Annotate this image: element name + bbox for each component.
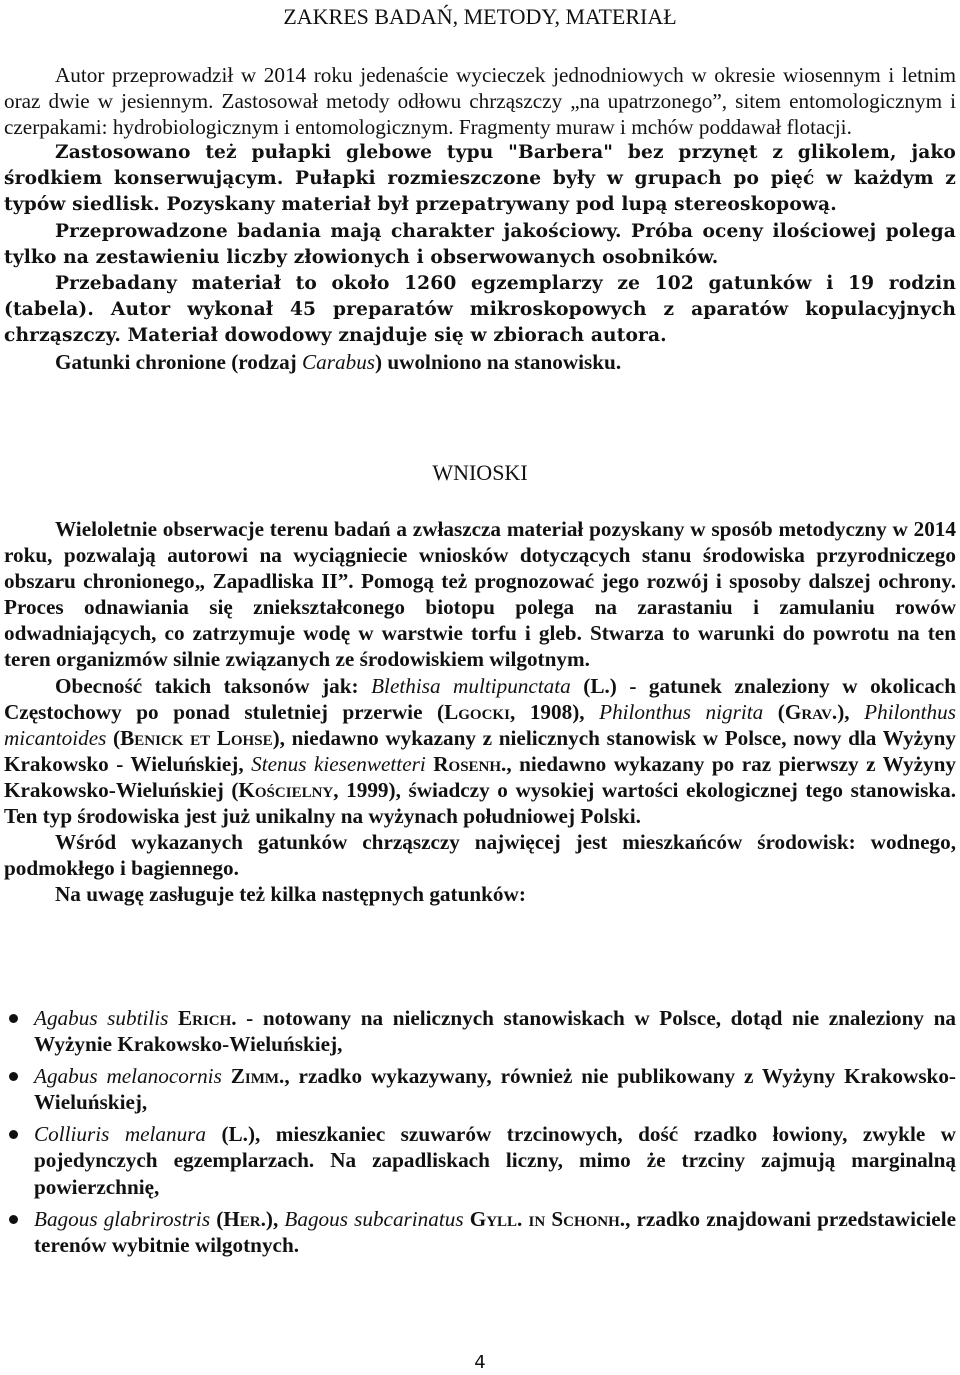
- methods-paragraph-3: Przeprowadzone badania mają charakter jakościowy. Próba oceny ilościowej polega tylko na zestawieniu liczby złowionych i obserwowanych osobników.: [4, 220, 956, 268]
- bullet-icon: [9, 1215, 18, 1224]
- section-heading-conclusions: WNIOSKI: [432, 460, 528, 485]
- conclusions-paragraph-1: Wieloletnie obserwacje terenu badań a zwłaszcza materiał pozyskany w sposób metodyczny w 2014 roku, pozwalają autorowi na wyciągniecie wniosków dotyczących stanu środowiska przyrodniczego obszaru chronionego„ Zapadliska II”. Pomogą też prognozować jego rozwój i sposoby dalszej ochrony. Proces odnawiania się zniekształconego biotopu polega na zarastaniu i zamulaniu rowów odwadniających, co zatrzymuje wodę w warstwie torfu i gleb. Stwarza to warunki do powrotu na ten teren organizmów silnie związanych ze środowiskiem wilgotnym.: [4, 517, 956, 672]
- conclusions-paragraph-4: Na uwagę zasługuje też kilka następnych gatunków:: [55, 882, 526, 907]
- list-item: Agabus melanocornis Zimm., rzadko wykazywany, również nie publikowany z Wyżyny Krakowsko-Wieluńskiej,: [4, 1063, 956, 1115]
- bullet-icon: [9, 1130, 18, 1139]
- species-list: [4, 1005, 956, 1264]
- methods-paragraph-4: Przebadany materiał to około 1260 egzemplarzy ze 102 gatunków i 19 rodzin (tabela). Autor wykonał 45 preparatów mikroskopowych z aparatów kopulacyjnych chrząszczy. Materiał dowodowy znajduje się w zbiorach autora.: [4, 272, 956, 346]
- methods-paragraph-5: Gatunki chronione (rodzaj Carabus) uwolniono na stanowisku.: [55, 350, 622, 375]
- methods-paragraph-2: Zastosowano też pułapki glebowe typu "Barbera" bez przynęt z glikolem, jako środkiem konserwującym. Pułapki rozmieszczone były w grupach po pięć w każdym z typów siedlisk. Pozyskany materiał był przepatrywany pod lupą stereoskopową.: [4, 142, 956, 216]
- list-item: Colliuris melanura (L.), mieszkaniec szuwarów trzcinowych, dość rzadko łowiony, zwykle w pojedynczych egzemplarzach. Na zapadliskach liczny, mimo że trzciny zajmują marginalną powierzchnię,: [4, 1121, 956, 1199]
- genus-name: Carabus: [302, 350, 376, 375]
- conclusions-paragraph-3: Wśród wykazanych gatunków chrząszczy najwięcej jest mieszkańców środowisk: wodnego, podmokłego i bagiennego.: [4, 830, 956, 881]
- bullet-icon: [9, 1072, 18, 1081]
- list-item: Agabus subtilis Erich. - notowany na nielicznych stanowiskach w Polsce, dotąd nie znaleziony na Wyżynie Krakowsko-Wieluńskiej,: [4, 1005, 956, 1057]
- page-number: 4: [474, 1352, 486, 1373]
- conclusions-paragraph-2: Obecność takich taksonów jak: Blethisa multipunctata (L.) - gatunek znaleziony w okolicach Częstochowy po ponad stuletniej przerwie (Lgocki, 1908), Philonthus nigrita (Grav.), Philonthus micantoides (Benick et Lohse), niedawno wykazany z nielicznych stanowisk w Polsce, nowy dla Wyżyny Krakowsko - Wieluńskiej, Stenus kiesenwetteri Rosenh., niedawno wykazany po raz pierwszy z Wyżyny Krakowsko-Wieluńskiej (Kościelny, 1999), świadczy o wysokiej wartości ekologicznej tego stanowiska. Ten typ środowiska jest już unikalny na wyżynach południowej Polski.: [4, 673, 957, 829]
- methods-paragraph-1: Autor przeprowadził w 2014 roku jedenaście wycieczek jednodniowych w okresie wiosennym i letnim oraz dwie w jesiennym. Zastosował metody odłowu chrząszczy „na upatrzonego”, sitem entomologicznym i czerpakami: hydrobiologicznym i entomologicznym. Fragmenty muraw i mchów poddawał flotacji.: [4, 63, 956, 140]
- bullet-icon: [9, 1014, 18, 1023]
- list-item: Bagous glabrirostris (Her.), Bagous subcarinatus Gyll. in Schonh., rzadko znajdowani przedstawiciele terenów wybitnie wilgotnych.: [4, 1206, 956, 1258]
- methods-section: [4, 62, 956, 375]
- conclusions-section: [4, 516, 956, 907]
- section-heading-methods: ZAKRES BADAŃ, METODY, MATERIAŁ: [283, 4, 677, 29]
